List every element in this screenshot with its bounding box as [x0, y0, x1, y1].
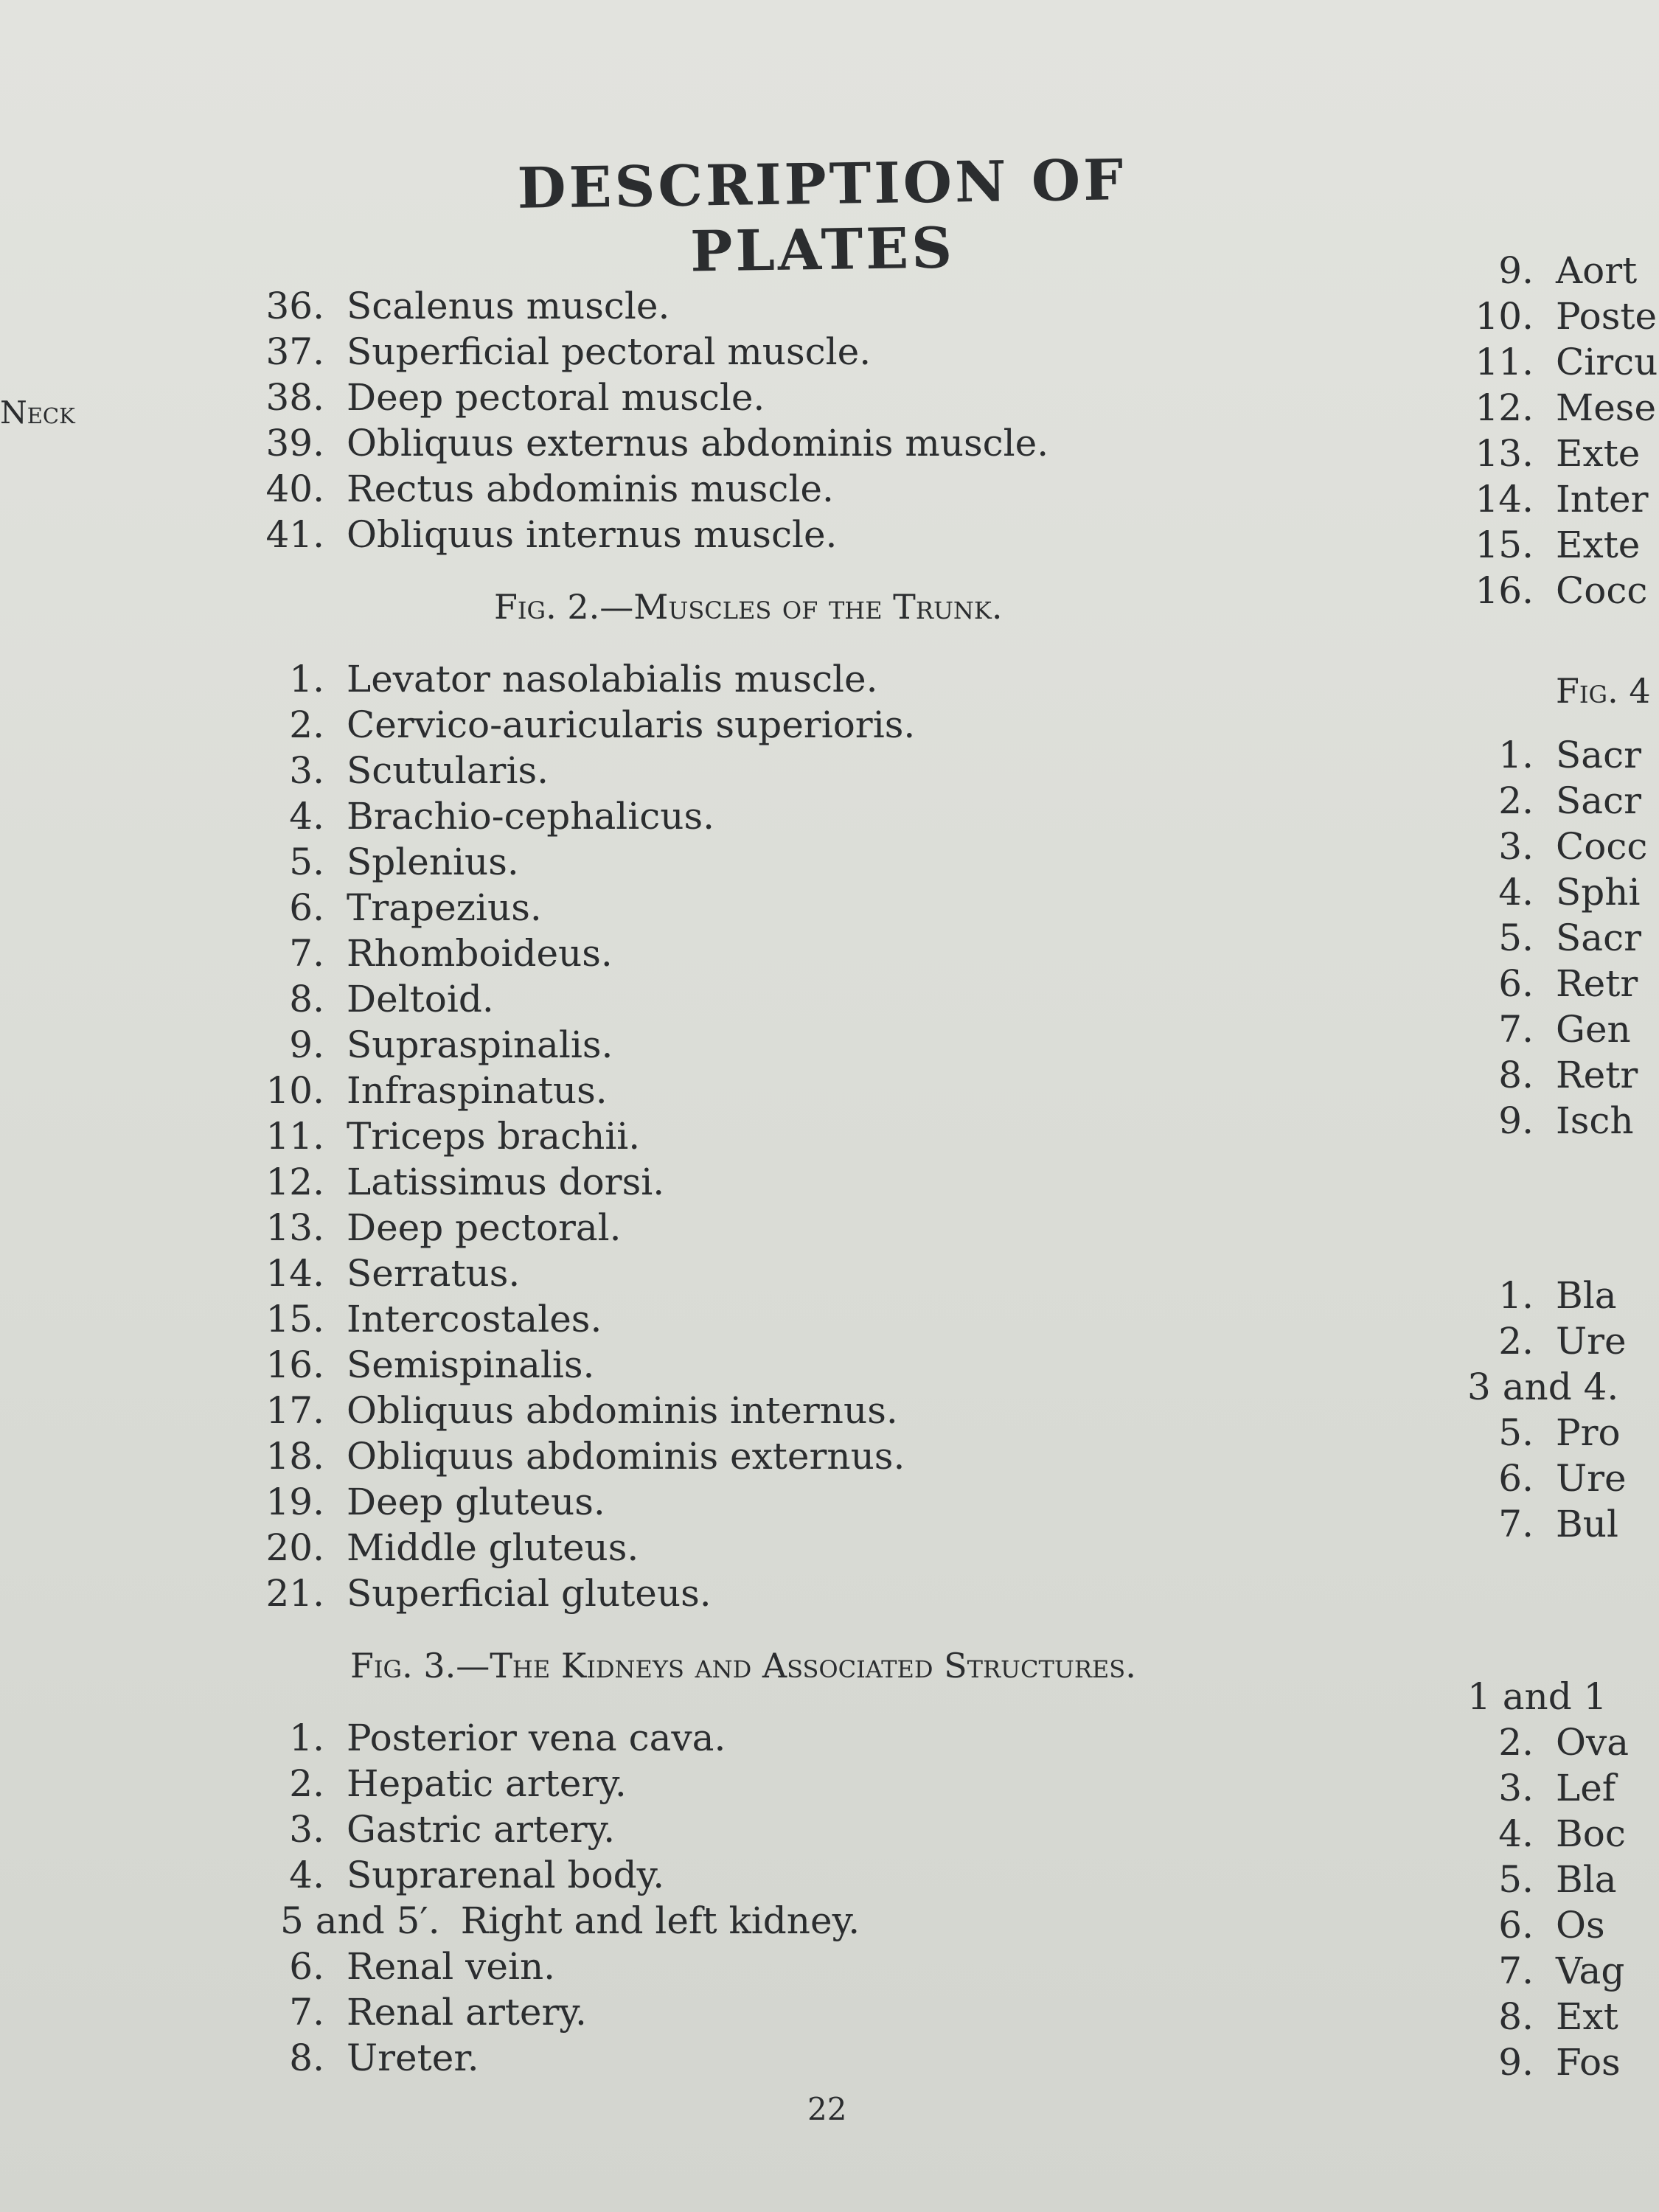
- item-number: 3 and 4.: [1467, 1366, 1619, 1408]
- item-number: 13.: [265, 1206, 324, 1249]
- item-number: 3.: [289, 1808, 324, 1851]
- item-text: Cervico-auricularis superioris.: [347, 703, 916, 746]
- list-item: [1467, 871, 1659, 917]
- item-number: 10.: [265, 1069, 324, 1112]
- item-text: Ure: [1556, 1320, 1627, 1363]
- list-item: [1467, 569, 1659, 615]
- item-number: 37.: [265, 330, 324, 373]
- list-item: [1467, 295, 1659, 341]
- item-text: Renal artery.: [347, 1991, 587, 2034]
- item-number: 19.: [265, 1481, 324, 1523]
- list-item: [236, 1762, 1342, 1808]
- item-number: 6.: [289, 1945, 324, 1988]
- item-text: Right and left kidney.: [460, 1899, 860, 1942]
- margin-label-neck: Neck: [0, 394, 75, 431]
- list-item: [236, 1945, 1342, 1991]
- list-item: [1467, 1054, 1659, 1099]
- list-item: [236, 658, 1342, 703]
- item-text: Latissimus dorsi.: [347, 1161, 665, 1203]
- item-text: Suprarenal body.: [347, 1854, 665, 1896]
- list-item: [1467, 1767, 1659, 1812]
- list-item: [236, 841, 1342, 886]
- list-item: [236, 1115, 1342, 1161]
- item-text: Isch: [1556, 1099, 1634, 1142]
- list-item: [1467, 1274, 1659, 1320]
- list-item: [1467, 1411, 1659, 1457]
- item-number: 9.: [1498, 2041, 1534, 2084]
- right-column-fig4: [1467, 671, 1659, 717]
- item-text: Aort: [1556, 249, 1638, 292]
- item-number: 16.: [1475, 569, 1534, 612]
- right-column-block4: [1467, 1675, 1659, 2087]
- page-number: 22: [807, 2091, 847, 2127]
- list-item: [236, 795, 1342, 841]
- item-number: 16.: [265, 1343, 324, 1386]
- item-text: Gastric artery.: [347, 1808, 616, 1851]
- list-item: [1467, 524, 1659, 569]
- list-item: [1467, 734, 1659, 779]
- item-number: 5.: [1498, 917, 1534, 959]
- item-text: Pro: [1556, 1411, 1621, 1454]
- item-text: Sacr: [1556, 779, 1641, 822]
- list-item: [1467, 386, 1659, 432]
- list-item: [1467, 1503, 1659, 1548]
- list-item: [1467, 1675, 1659, 1721]
- item-number: 2.: [289, 1762, 324, 1805]
- list-item: [1467, 825, 1659, 871]
- item-text: Bla: [1556, 1858, 1617, 1901]
- list-item: [1467, 1366, 1659, 1411]
- item-text: Retr: [1556, 1054, 1638, 1096]
- item-number: 11.: [1475, 341, 1534, 383]
- item-text: Gen: [1556, 1008, 1631, 1051]
- item-number: 1.: [1498, 734, 1534, 776]
- list-item: [236, 1481, 1342, 1526]
- fig3-list: [236, 1717, 1342, 2082]
- item-number: 5.: [289, 841, 324, 883]
- list-item: [1467, 478, 1659, 524]
- item-text: Poste: [1556, 295, 1658, 338]
- item-text: Obliquus abdominis internus.: [347, 1389, 898, 1432]
- item-number: 1.: [289, 658, 324, 700]
- item-text: Middle gluteus.: [347, 1526, 639, 1569]
- item-text: Lef: [1556, 1767, 1616, 1809]
- item-number: 38.: [265, 376, 324, 419]
- list-item: [1467, 1904, 1659, 1950]
- item-number: 9.: [1498, 249, 1534, 292]
- list-item: [236, 1991, 1342, 2037]
- item-number: 8.: [289, 2037, 324, 2079]
- item-text: Vag: [1556, 1950, 1625, 1992]
- item-number: 2.: [1498, 1320, 1534, 1363]
- item-text: Semispinalis.: [347, 1343, 595, 1386]
- list-item: [236, 2037, 1342, 2082]
- list-item: [236, 1206, 1342, 1252]
- item-text: Exte: [1556, 524, 1641, 566]
- item-number: 15.: [1475, 524, 1534, 566]
- item-number: 7.: [1498, 1008, 1534, 1051]
- item-text: Fos: [1556, 2041, 1621, 2084]
- item-number: 1.: [1498, 1274, 1534, 1317]
- item-text: Cocc: [1556, 825, 1648, 868]
- item-number: 1.: [289, 1717, 324, 1759]
- item-number: 2.: [289, 703, 324, 746]
- list-item: [236, 1069, 1342, 1115]
- list-item: [1467, 1995, 1659, 2041]
- item-number: 4.: [1498, 871, 1534, 914]
- list-item: [236, 1808, 1342, 1854]
- item-text: Posterior vena cava.: [347, 1717, 726, 1759]
- item-text: Levator nasolabialis muscle.: [347, 658, 878, 700]
- item-text: Hepatic artery.: [347, 1762, 627, 1805]
- list-item: [236, 1899, 1342, 1945]
- list-item: [1467, 1008, 1659, 1054]
- item-text: Deep pectoral muscle.: [347, 376, 765, 419]
- item-number: 40.: [265, 467, 324, 510]
- item-number: 6.: [1498, 1904, 1534, 1947]
- item-number: 5.: [1498, 1411, 1534, 1454]
- item-number: 1 and 1: [1467, 1675, 1607, 1718]
- item-text: Os: [1556, 1904, 1605, 1947]
- item-text: Ova: [1556, 1721, 1630, 1764]
- item-text: Ure: [1556, 1457, 1627, 1500]
- item-number: 8.: [1498, 1995, 1534, 2038]
- list-item: [1467, 1320, 1659, 1366]
- item-text: Obliquus abdominis externus.: [347, 1435, 905, 1478]
- list-item: [236, 1526, 1342, 1572]
- item-number: 14.: [1475, 478, 1534, 521]
- item-text: Mese: [1556, 386, 1657, 429]
- item-number: 21.: [265, 1572, 324, 1615]
- item-number: 39.: [265, 422, 324, 465]
- page-title: DESCRIPTION OF PLATES: [517, 147, 1127, 285]
- item-text: Rectus abdominis muscle.: [347, 467, 834, 510]
- item-number: 9.: [289, 1023, 324, 1066]
- item-text: Ureter.: [347, 2037, 479, 2079]
- item-number: 18.: [265, 1435, 324, 1478]
- item-text: Circu: [1556, 341, 1658, 383]
- item-number: 11.: [265, 1115, 324, 1158]
- item-number: 4.: [1498, 1812, 1534, 1855]
- item-number: 41.: [265, 513, 324, 556]
- list-item: [236, 886, 1342, 932]
- list-item: [1467, 779, 1659, 825]
- item-text: Superficial gluteus.: [347, 1572, 712, 1615]
- item-number: 3.: [1498, 1767, 1534, 1809]
- item-number: 7.: [1498, 1950, 1534, 1992]
- list-item: [236, 1435, 1342, 1481]
- list-item: [236, 1572, 1342, 1618]
- item-text: Superficial pectoral muscle.: [347, 330, 872, 373]
- item-number: 13.: [1475, 432, 1534, 475]
- fig2-list: [236, 658, 1342, 1618]
- list-item: [1467, 432, 1659, 478]
- list-item: [236, 285, 1342, 330]
- list-item: [236, 1717, 1342, 1762]
- item-number: 12.: [265, 1161, 324, 1203]
- item-text: Rhomboideus.: [347, 932, 613, 975]
- item-text: Obliquus internus muscle.: [347, 513, 838, 556]
- list-item: [1467, 2041, 1659, 2087]
- item-number: 15.: [265, 1298, 324, 1340]
- item-text: Sphi: [1556, 871, 1641, 914]
- item-number: 6.: [1498, 962, 1534, 1005]
- list-item: [1467, 1099, 1659, 1145]
- right-column-block1: [1467, 249, 1659, 615]
- item-text: Sacr: [1556, 917, 1641, 959]
- item-text: Deltoid.: [347, 978, 494, 1020]
- item-text: Cocc: [1556, 569, 1648, 612]
- item-number: 5 and 5′.: [280, 1899, 440, 1942]
- item-text: Brachio-cephalicus.: [347, 795, 714, 838]
- item-text: Triceps brachii.: [347, 1115, 641, 1158]
- muscle-list-continued: [236, 285, 1342, 559]
- item-text: Boc: [1556, 1812, 1626, 1855]
- item-number: 10.: [1475, 295, 1534, 338]
- item-number: 7.: [1498, 1503, 1534, 1545]
- item-text: Infraspinatus.: [347, 1069, 608, 1112]
- list-item: [1467, 341, 1659, 386]
- item-text: Bla: [1556, 1274, 1617, 1317]
- list-item: [1467, 1457, 1659, 1503]
- list-item: [236, 1389, 1342, 1435]
- item-text: Serratus.: [347, 1252, 521, 1295]
- list-item: [1467, 1812, 1659, 1858]
- item-number: 6.: [1498, 1457, 1534, 1500]
- list-item: [1467, 1721, 1659, 1767]
- item-text: Intercostales.: [347, 1298, 602, 1340]
- list-item: [236, 1161, 1342, 1206]
- item-number: 2.: [1498, 1721, 1534, 1764]
- list-item: [1467, 962, 1659, 1008]
- list-item: [236, 467, 1342, 513]
- list-item: [236, 749, 1342, 795]
- list-item: [236, 1854, 1342, 1899]
- item-number: 36.: [265, 285, 324, 327]
- item-number: 4.: [289, 795, 324, 838]
- list-item: [1467, 1950, 1659, 1995]
- item-number: 8.: [289, 978, 324, 1020]
- item-number: 7.: [289, 932, 324, 975]
- item-text: Inter: [1556, 478, 1649, 521]
- item-number: 20.: [265, 1526, 324, 1569]
- item-number: 8.: [1498, 1054, 1534, 1096]
- figure-heading-fig2: Fig. 2.—Muscles of the Trunk.: [494, 587, 1003, 627]
- item-text: Obliquus externus abdominis muscle.: [347, 422, 1049, 465]
- item-text: Sacr: [1556, 734, 1641, 776]
- main-column: [236, 285, 1342, 2082]
- list-item: [236, 1023, 1342, 1069]
- figure-heading-fig3: Fig. 3.—The Kidneys and Associated Structures.: [350, 1646, 1136, 1686]
- list-item: [236, 978, 1342, 1023]
- item-text: Trapezius.: [347, 886, 542, 929]
- item-number: 6.: [289, 886, 324, 929]
- item-number: 2.: [1498, 779, 1534, 822]
- item-text: Scalenus muscle.: [347, 285, 670, 327]
- item-number: 5.: [1498, 1858, 1534, 1901]
- list-item: [236, 376, 1342, 422]
- list-item: [236, 1252, 1342, 1298]
- item-number: 4.: [289, 1854, 324, 1896]
- item-text: Supraspinalis.: [347, 1023, 613, 1066]
- item-text: Scutularis.: [347, 749, 549, 792]
- item-text: Exte: [1556, 432, 1641, 475]
- item-text: Ext: [1556, 1995, 1618, 2038]
- item-number: 3.: [1498, 825, 1534, 868]
- item-text: Bul: [1556, 1503, 1618, 1545]
- list-item: [236, 1298, 1342, 1343]
- item-number: 14.: [265, 1252, 324, 1295]
- item-number: 17.: [265, 1389, 324, 1432]
- item-number: 12.: [1475, 386, 1534, 429]
- figure-heading-fig4: Fig. 4: [1556, 671, 1651, 711]
- list-item: [236, 1343, 1342, 1389]
- item-text: Splenius.: [347, 841, 519, 883]
- right-column-block3: [1467, 1274, 1659, 1548]
- list-item: [1467, 249, 1659, 295]
- item-number: 3.: [289, 749, 324, 792]
- item-number: 7.: [289, 1991, 324, 2034]
- item-text: Retr: [1556, 962, 1638, 1005]
- item-text: Deep pectoral.: [347, 1206, 622, 1249]
- list-item: [236, 703, 1342, 749]
- list-item: [236, 330, 1342, 376]
- right-column-block2: [1467, 734, 1659, 1145]
- list-item: [1467, 1858, 1659, 1904]
- item-number: 9.: [1498, 1099, 1534, 1142]
- list-item: [236, 513, 1342, 559]
- list-item: [236, 422, 1342, 467]
- item-text: Renal vein.: [347, 1945, 556, 1988]
- item-text: Deep gluteus.: [347, 1481, 605, 1523]
- list-item: [236, 932, 1342, 978]
- list-item: [1467, 917, 1659, 962]
